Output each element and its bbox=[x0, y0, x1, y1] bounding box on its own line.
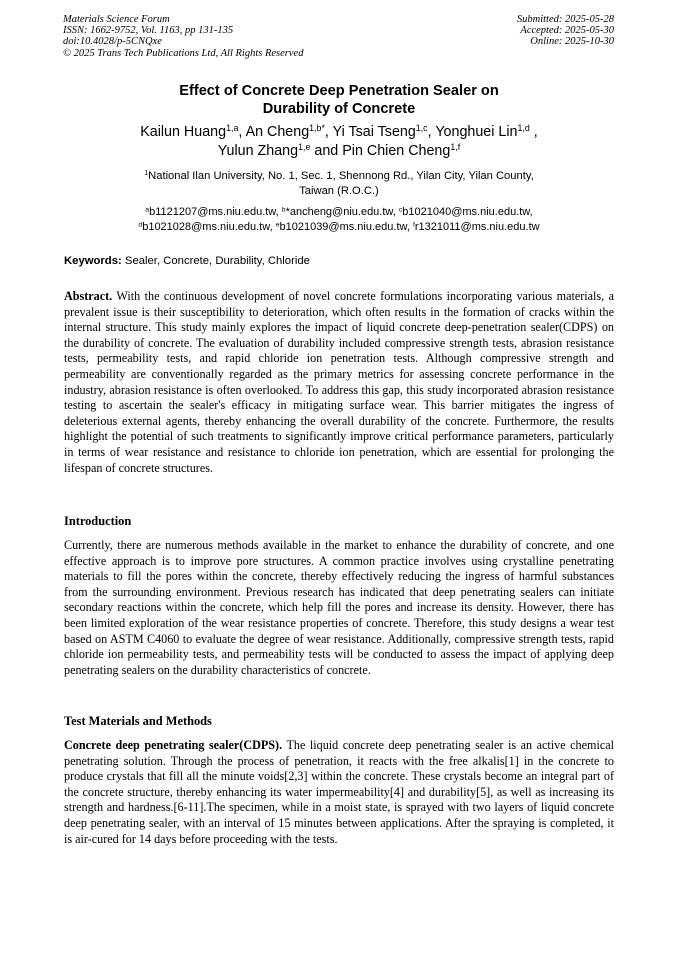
submitted-date: Submitted: 2025-05-28 bbox=[516, 14, 614, 25]
introduction-heading: Introduction bbox=[64, 514, 132, 528]
title-line-2: Durability of Concrete bbox=[262, 101, 416, 117]
journal-name: Materials Science Forum bbox=[63, 14, 170, 25]
author-separator: , bbox=[324, 124, 333, 140]
methods-text: The liquid concrete deep penetrating sealer is an active chemical penetrating solution. Through the process of penetration, it reacts with the free alkalis[1] in the concrete to produce crystals that fill all the minute voids[2,3] within the concrete. These crystals become an integral part of the concrete structure, thereby enhancing its water impermeability[4] and durability[5], as well as increasing its strength and hardness.[6-11].The specimen, while in a moist state, is sprayed with two layers of liquid concrete deep penetrating sealer, with an interval of 15 minutes between applications. After the spraying is completed, it is air-cured for 14 days before proceeding with the tests. bbox=[64, 738, 614, 846]
email-superscript: e bbox=[275, 221, 280, 229]
methods-lead: Concrete deep penetrating sealer(CDPS). bbox=[64, 738, 283, 752]
author-separator: , bbox=[529, 124, 538, 140]
email-address: b1021040@ms.niu.edu.tw, bbox=[402, 206, 533, 218]
email-superscript: a bbox=[145, 206, 150, 214]
email-address: *ancheng@niu.edu.tw, bbox=[285, 206, 399, 218]
journal-doi: doi:10.4028/p-5CNQxe bbox=[63, 36, 162, 48]
email-address: r1321011@ms.niu.edu.tw bbox=[414, 221, 540, 233]
author-name: An Cheng bbox=[245, 124, 310, 140]
publication-dates bbox=[517, 14, 614, 48]
affiliation-line-2: Taiwan (R.O.C.) bbox=[299, 184, 379, 197]
journal-copyright: © 2025 Trans Tech Publications Ltd, All Rights Reserved bbox=[63, 47, 304, 59]
author-separator: , bbox=[238, 124, 246, 140]
introduction-text: Currently, there are numerous methods available in the market to enhance the durability of concrete, and one effective approach is to improve pore structures. A common practice involves using crystalline penetrating materials to fill the pores within the concrete, thereby effectively reducing the ingress of harmful substances from the surrounding environment. Previous research has indicated that deep penetrating sealers can initiate secondary reactions within the concrete, which help fill the pores and increase its density. However, there has been limited exploration of the wear resistance properties of concrete. Therefore, this study designs a wear test based on ASTM C4060 to evaluate the degree of wear resistance. Additionally, compressive strength tests, rapid chloride ion permeability tests, and permeability tests will be conducted to assess the impact of applying deep penetrating sealers on the durability characteristics of concrete. bbox=[64, 538, 614, 677]
author-superscript: 1,d bbox=[517, 123, 530, 134]
title-line-1: Effect of Concrete Deep Penetration Sealer on bbox=[179, 83, 499, 99]
author-separator: and bbox=[310, 143, 343, 159]
author-name: Pin Chien Cheng bbox=[342, 143, 451, 159]
online-date: Online: 2025-10-30 bbox=[530, 36, 614, 48]
author-superscript: 1,a bbox=[226, 123, 239, 134]
email-superscript: b bbox=[281, 206, 286, 214]
author-name: Yi Tsai Tseng bbox=[332, 124, 416, 140]
paper-title bbox=[0, 82, 678, 118]
affiliation-superscript: 1 bbox=[144, 170, 149, 178]
author-superscript: 1,b* bbox=[309, 123, 325, 134]
journal-issn: ISSN: 1662-9752, Vol. 1163, pp 131-135 bbox=[63, 25, 234, 37]
author-name: Yulun Zhang bbox=[217, 143, 299, 159]
author-superscript: 1,c bbox=[415, 123, 428, 134]
email-superscript: d bbox=[138, 221, 143, 229]
methods-heading: Test Materials and Methods bbox=[64, 714, 212, 728]
email-superscript: f bbox=[412, 221, 415, 229]
author-separator: , bbox=[427, 124, 436, 140]
email-superscript: c bbox=[398, 206, 403, 214]
abstract bbox=[64, 289, 614, 476]
author-superscript: 1,f bbox=[450, 142, 461, 153]
abstract-label: Abstract. bbox=[64, 289, 113, 303]
affiliation-line-1: National Ilan University, No. 1, Sec. 1, Shennong Rd., Yilan City, Yilan County, bbox=[148, 170, 534, 182]
email-address: b1021039@ms.niu.edu.tw, bbox=[279, 221, 413, 233]
author-superscript: 1,e bbox=[298, 142, 311, 153]
keywords-label: Keywords: bbox=[64, 255, 122, 267]
email-address: b1121207@ms.niu.edu.tw, bbox=[149, 206, 282, 218]
author-name: Kailun Huang bbox=[140, 124, 227, 140]
email-list bbox=[0, 205, 678, 235]
keywords bbox=[64, 254, 310, 268]
abstract-text: With the continuous development of novel concrete formulations incorporating various materials, a prevalent issue is their susceptibility to deterioration, which often results in the formation of cracks within the internal structure. This study mainly explores the impact of liquid concrete deep-penetration sealer(CDPS) on the durability of concrete. The evaluation of durability included compressive strength tests, abrasion resistance tests, permeability tests, and rapid chloride ion penetration tests. Although compressive strength and permeability are conventionally regarded as the primary metrics for assessing concrete performance in the industry, abrasion resistance is often overlooked. To address this gap, this study incorporated abrasion resistance testing to ascertain the sealer's efficacy in mitigating surface wear. This barrier mitigates the ingress of deleterious external agents, thereby enhancing the overall durability of the concrete. Furthermore, the results highlight the potential of such treatments to significantly improve critical performance parameters, particularly in terms of wear resistance and resistance to chloride ion penetration, which are essential for prolonging the lifespan of concrete structures. bbox=[64, 289, 614, 475]
affiliation bbox=[0, 169, 678, 198]
keywords-text: Sealer, Concrete, Durability, Chloride bbox=[124, 255, 310, 267]
journal-info bbox=[63, 14, 303, 59]
email-address: b1021028@ms.niu.edu.tw, bbox=[142, 221, 276, 233]
author-name: Yonghuei Lin bbox=[435, 124, 518, 140]
methods-paragraph bbox=[64, 738, 614, 847]
author-list bbox=[0, 123, 678, 161]
accepted-date: Accepted: 2025-05-30 bbox=[520, 25, 614, 37]
